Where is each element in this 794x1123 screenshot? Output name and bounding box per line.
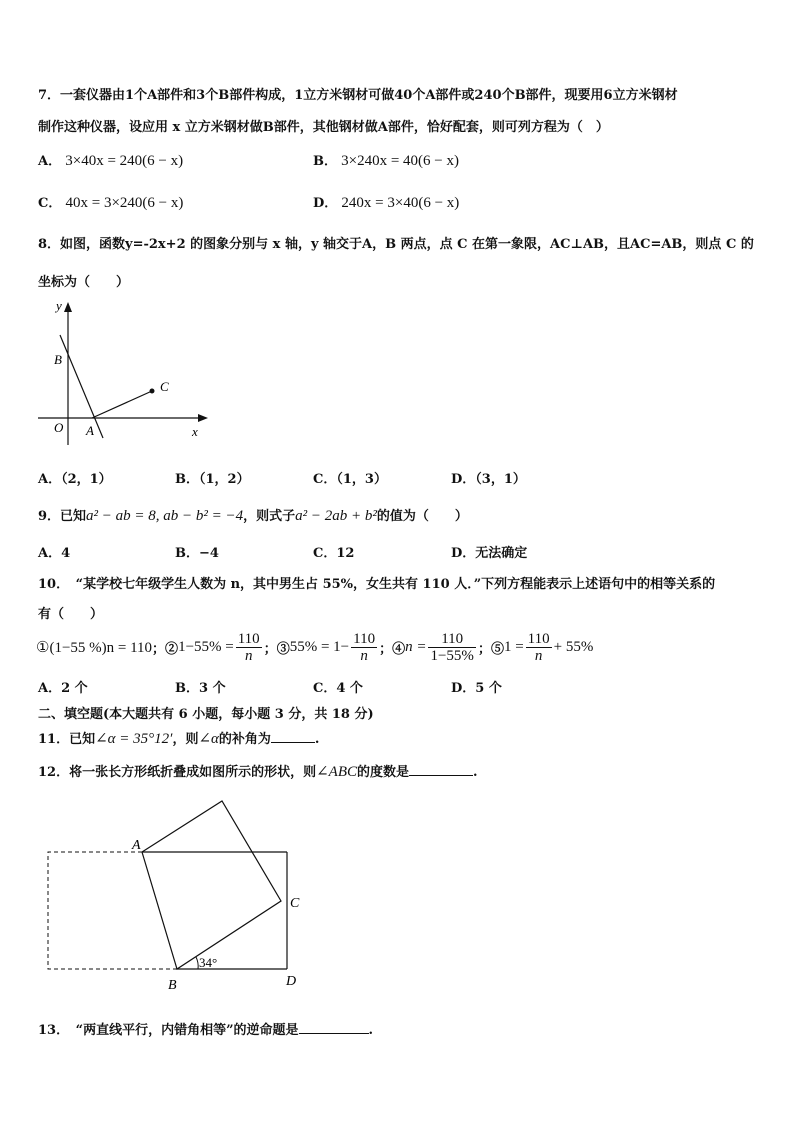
origin-label: O [54, 420, 64, 435]
q10-option-b [175, 677, 226, 696]
q9-condition: a² − ab = 8, ab − b² = −4 [86, 508, 244, 524]
q10-eq4-left: n = [405, 638, 427, 655]
q9-option-b-label: B． [175, 546, 199, 561]
q8-option-b [175, 468, 250, 487]
dashed-original-edge [48, 852, 177, 969]
q10-option-d [451, 677, 502, 696]
q9-middle: ，则式子 [243, 509, 296, 524]
q7-option-a-expr: 3×40x = 240(6 − x) [65, 153, 184, 169]
q8-stem-line1: 8．如图，函数y=-2x+2 的图象分别与 x 轴，y 轴交于A，B 两点，点 C 在第一象限，AC⊥AB，且AC=AB，则点 C 的 [38, 237, 754, 252]
q10-eq5-left: 1 = [503, 638, 524, 655]
q10-eq5-denominator: n [534, 647, 543, 664]
q9-expression: a² − 2ab + b² [295, 508, 377, 524]
q11-angle: ∠α [198, 731, 219, 747]
q8-option-a-expr: （2，1） [61, 472, 112, 487]
y-axis-arrow-icon [64, 302, 72, 312]
q10-option-c [313, 677, 363, 696]
q11-stem [38, 728, 319, 748]
q10-sep2: ；③ [263, 640, 290, 656]
q10-option-d-label: D． [451, 681, 476, 696]
folded-rectangle [142, 801, 281, 969]
q10-stem-line1: 10． “某学校七年级学生人数为 n，其中男生占 55%，女生共有 110 人．”下列方程能表示上述语句中的相等关系的 [38, 577, 716, 592]
q8-option-b-expr: （1，2） [199, 472, 250, 487]
x-axis-label: x [192, 424, 198, 439]
q10-option-c-label: C． [313, 681, 337, 696]
q8-graph-figure [30, 295, 215, 445]
q7-option-d-label: D． [313, 196, 338, 211]
q7-option-b-label: B． [313, 154, 337, 169]
q7-option-c-label: C． [38, 196, 62, 211]
q9-option-d-expr: 无法确定 [475, 546, 528, 561]
q7-option-b [313, 150, 459, 170]
x-axis-arrow-icon [198, 414, 208, 422]
q11-end: . [314, 732, 320, 747]
q8-option-d [451, 468, 526, 487]
q10-eq3-numerator: 110 [353, 630, 376, 647]
q10-sep4: ；⑤ [477, 640, 504, 656]
q13-answer-blank[interactable] [299, 1021, 369, 1034]
q7-stem-line2: 制作这种仪器，设应用 x 立方米钢材做B部件，其他钢材做A部件，恰好配套，则可列方程为（ ） [38, 120, 609, 135]
q12-suffix: 的度数是 [357, 765, 410, 780]
q8-option-b-label: B． [175, 472, 199, 487]
point-a-label: A [132, 838, 141, 853]
q8-option-c-label: C． [313, 472, 337, 487]
q8-option-c-expr: （1，3） [336, 472, 387, 487]
q10-eq2-denominator: n [244, 647, 253, 664]
q8-option-c [313, 468, 387, 487]
q7-option-a-label: A． [38, 154, 62, 169]
q7-option-d-expr: 240x = 3×40(6 − x) [341, 195, 460, 211]
angle-label: 34° [199, 955, 218, 970]
q12-end: . [473, 765, 478, 780]
q10-eq4-numerator: 110 [428, 631, 475, 648]
q10-eq5-right: + 55% [553, 638, 594, 655]
q9-option-d-label: D． [451, 546, 476, 561]
point-c [150, 389, 155, 394]
q9-prefix: 9．已知 [38, 509, 87, 524]
q10-stem-line2: 有（ ） [38, 607, 104, 622]
q7-option-c [38, 192, 183, 212]
point-b-label: B [168, 978, 177, 993]
point-c-label: C [160, 379, 169, 394]
q13-stem [38, 1019, 373, 1038]
q8-option-d-label: D． [451, 472, 476, 487]
q8-option-d-expr: （3，1） [475, 472, 526, 487]
q12-fold-figure [40, 795, 320, 995]
q9-option-d [451, 542, 527, 561]
angle-arc [196, 957, 198, 969]
q10-equations [36, 627, 593, 667]
q10-eq3-left: 55% = 1− [289, 638, 350, 655]
q13-text: 13． “两直线平行，内错角相等”的逆命题是 [38, 1023, 299, 1038]
point-d-label: D [286, 974, 297, 989]
q7-option-d [313, 192, 459, 212]
q12-angle: ∠ABC [316, 764, 357, 780]
point-a-label: A [86, 423, 94, 438]
q12-stem [38, 761, 478, 781]
point-b-label: B [54, 352, 62, 367]
point-c-label: C [290, 896, 300, 911]
q9-option-b-expr: −4 [199, 546, 219, 561]
q10-eq2-numerator: 110 [237, 630, 260, 647]
line-ab [60, 335, 103, 438]
q10-option-d-expr: 5 个 [475, 681, 502, 696]
q10-option-a-label: A． [38, 681, 62, 696]
q11-middle: ，则 [172, 732, 199, 747]
q11-suffix: 的补角为 [218, 732, 271, 747]
q10-option-a-expr: 2 个 [61, 681, 88, 696]
q11-answer-blank[interactable] [271, 730, 315, 743]
q10-eq4-denominator: 1−55% [430, 647, 474, 664]
y-axis-label: y [56, 298, 62, 313]
q9-option-c-expr: 12 [336, 546, 355, 561]
q11-expr: ∠α = 35°12′ [95, 731, 173, 747]
q11-prefix: 11．已知 [38, 732, 96, 747]
q10-option-b-expr: 3 个 [199, 681, 226, 696]
q9-option-a-expr: 4 [61, 546, 71, 561]
q9-suffix: 的值为（ ） [376, 509, 468, 524]
q8-option-a-label: A． [38, 472, 62, 487]
q9-option-b [175, 542, 219, 561]
q12-answer-blank[interactable] [409, 763, 473, 776]
q7-option-c-expr: 40x = 3×240(6 − x) [65, 195, 184, 211]
q9-option-a-label: A． [38, 546, 62, 561]
q10-eq5-numerator: 110 [527, 630, 550, 647]
q8-option-a [38, 468, 112, 487]
q7-option-b-expr: 3×240x = 40(6 − x) [341, 153, 460, 169]
q7-stem-line1: 7．一套仪器由1个A部件和3个B部件构成，1立方米钢材可做40个A部件或240个B部件，现要用6立方米钢材 [38, 88, 678, 103]
q9-option-c [313, 542, 354, 561]
q10-eq2-left: 1−55% = [178, 638, 234, 655]
q10-eq3-denominator: n [360, 647, 368, 664]
q10-eq3-fraction [351, 631, 377, 664]
q10-sep3: ；④ [379, 640, 406, 656]
q10-option-c-expr: 4 个 [336, 681, 363, 696]
q9-option-a [38, 542, 70, 561]
q8-stem-line2: 坐标为（ ） [38, 275, 130, 290]
q9-stem [38, 505, 468, 525]
q12-prefix: 12．将一张长方形纸折叠成如图所示的形状，则 [38, 765, 317, 780]
q10-sep1: ；② [152, 640, 179, 656]
segment-ac [92, 391, 152, 418]
q10-eq2-fraction [236, 631, 262, 664]
q7-option-a [38, 150, 183, 170]
q10-eq1: ①(1−55 %)n = 110 [36, 639, 153, 656]
q10-eq4-fraction [428, 631, 475, 664]
q13-end: . [368, 1023, 374, 1038]
section-heading: 二、填空题(本大题共有 6 小题，每小题 3 分，共 18 分) [38, 707, 374, 722]
q10-option-a [38, 677, 88, 696]
q10-eq5-fraction [526, 631, 552, 664]
q10-option-b-label: B． [175, 681, 199, 696]
q9-option-c-label: C． [313, 546, 337, 561]
